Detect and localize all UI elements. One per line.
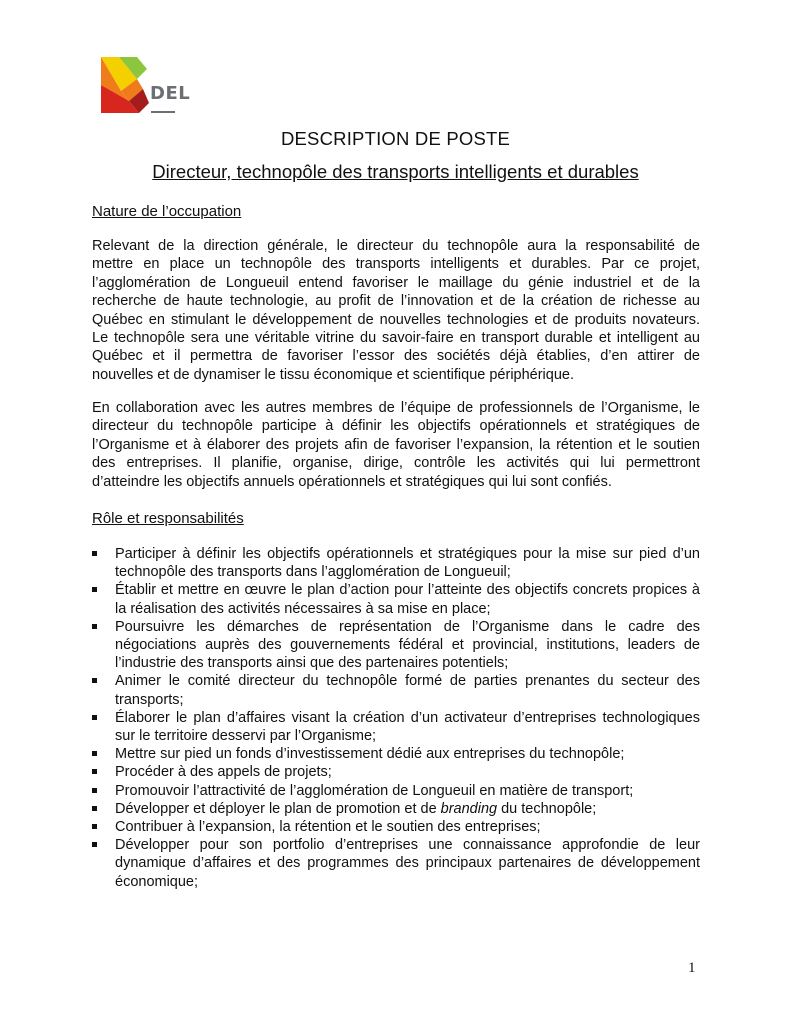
list-item-text-part: Développer et déployer le plan de promotion et de: [115, 800, 441, 817]
paragraph-line: nouvelles et de dynamiser le tissu économique et scientifique périphérique.: [92, 366, 575, 383]
section-heading-roles: Rôle et responsabilités: [92, 510, 244, 527]
job-title: Directeur, technopôle des transports intelligents et durables: [152, 161, 639, 182]
bullet-square-icon: [92, 751, 97, 756]
list-item: [92, 818, 700, 836]
paragraph-nature-2: [92, 399, 700, 491]
paragraph-line: Le technopôle sera une véritable vitrine du savoir-faire en transport durable et intelligent au: [92, 330, 700, 347]
list-item: [92, 800, 700, 818]
document-title: DESCRIPTION DE POSTE: [280, 128, 511, 149]
list-item-text: Établir et mettre en œuvre le plan d’action pour l’atteinte des objectifs concrets propices à la réalisation des activités nécessaires à sa mise en place;: [115, 582, 700, 617]
bullet-square-icon: [92, 624, 97, 629]
bullet-square-icon: [92, 824, 97, 829]
logo-text: DEL: [150, 83, 191, 104]
list-item-text: Promouvoir l’attractivité de l’agglomération de Longueuil en matière de transport;: [115, 782, 634, 799]
bullet-square-icon: [92, 715, 97, 720]
list-item-text: Poursuivre les démarches de représentation de l’Organisme dans le cadre des négociations auprès des gouvernements fédéral et provincial, institutions, leaders de l’industrie des transports ainsi que des partenaires potentiels;: [115, 618, 700, 672]
list-item-text: Procéder à des appels de projets;: [115, 764, 332, 781]
list-item-text: Élaborer le plan d’affaires visant la création d’un activateur d’entreprises technologiques sur le territoire desservi par l’Organisme;: [115, 709, 700, 745]
page-number: 1: [688, 960, 696, 976]
logo-underline: [151, 111, 175, 113]
list-item: [92, 763, 700, 781]
list-item-text-part: du technopôle;: [497, 800, 597, 817]
paragraph-line: mettre en place un technopôle des transports intelligents et durables. Par ce projet,: [92, 256, 700, 273]
list-item-text: Contribuer à l’expansion, la rétention et le soutien des entreprises;: [115, 819, 541, 836]
list-item-text: Participer à définir les objectifs opérationnels et stratégiques pour la mise sur pied d’un technopôle des transports dans l’agglomération de Longueuil;: [115, 546, 700, 581]
list-item: [92, 709, 700, 745]
branding-term: branding: [440, 800, 498, 817]
responsibilities-list: [92, 545, 700, 891]
list-item: [92, 745, 700, 763]
list-item-text: [115, 801, 596, 817]
paragraph-line: Relevant de la direction générale, le directeur du technopôle aura la responsabilité de: [92, 238, 700, 254]
list-item: [92, 782, 700, 800]
paragraph-line: recherche de haute technologie, au profit de l’innovation et de la création de richesse au: [92, 293, 700, 310]
paragraph-line: des entreprises. Il planifie, organise, dirige, contrôle les activités qui lui permettront: [92, 455, 700, 472]
bullet-square-icon: [92, 551, 97, 556]
list-item-text: Animer le comité directeur du technopôle formé de parties prenantes du secteur des transports;: [115, 673, 700, 708]
bullet-square-icon: [92, 587, 97, 592]
paragraph-nature-1: [92, 237, 700, 384]
paragraph-line: Québec et il permettra de favoriser l’essor des sociétés déjà établies, d’en attirer de: [92, 348, 700, 365]
bullet-square-icon: [92, 788, 97, 793]
del-logo-mark-icon: [99, 55, 151, 115]
list-item: [92, 618, 700, 673]
paragraph-line: l’Organisme et à élaborer des projets afin de favoriser l’expansion, la rétention et le soutien: [92, 436, 700, 453]
del-logo: [99, 55, 199, 120]
list-item: [92, 672, 700, 708]
list-item: [92, 836, 700, 891]
bullet-square-icon: [92, 678, 97, 683]
section-heading-nature: Nature de l’occupation: [92, 203, 242, 220]
list-item-text: Développer pour son portfolio d’entreprises une connaissance approfondie de leur dynamique d’affaires et des programmes des principaux partenaires de développement économique;: [115, 837, 700, 890]
bullet-square-icon: [92, 842, 97, 847]
list-item: [92, 545, 700, 581]
paragraph-line: Québec en stimulant le développement de nouvelles technologies et de produits novateurs.: [92, 311, 700, 328]
bullet-square-icon: [92, 769, 97, 774]
list-item-text: Mettre sur pied un fonds d’investissement dédié aux entreprises du technopôle;: [115, 746, 625, 763]
bullet-square-icon: [92, 806, 97, 811]
paragraph-line: directeur du technopôle participe à définir les objectifs opérationnels et stratégiques de: [92, 418, 700, 435]
paragraph-line: d’atteindre les objectifs annuels opérationnels et stratégiques qui lui sont confiés.: [92, 473, 612, 490]
paragraph-line: En collaboration avec les autres membres de l’équipe de professionnels de l’Organisme, le: [92, 400, 700, 416]
list-item: [92, 581, 700, 617]
paragraph-line: l’agglomération de Longueuil entend favoriser le maillage du génie industriel et de la: [92, 274, 700, 291]
